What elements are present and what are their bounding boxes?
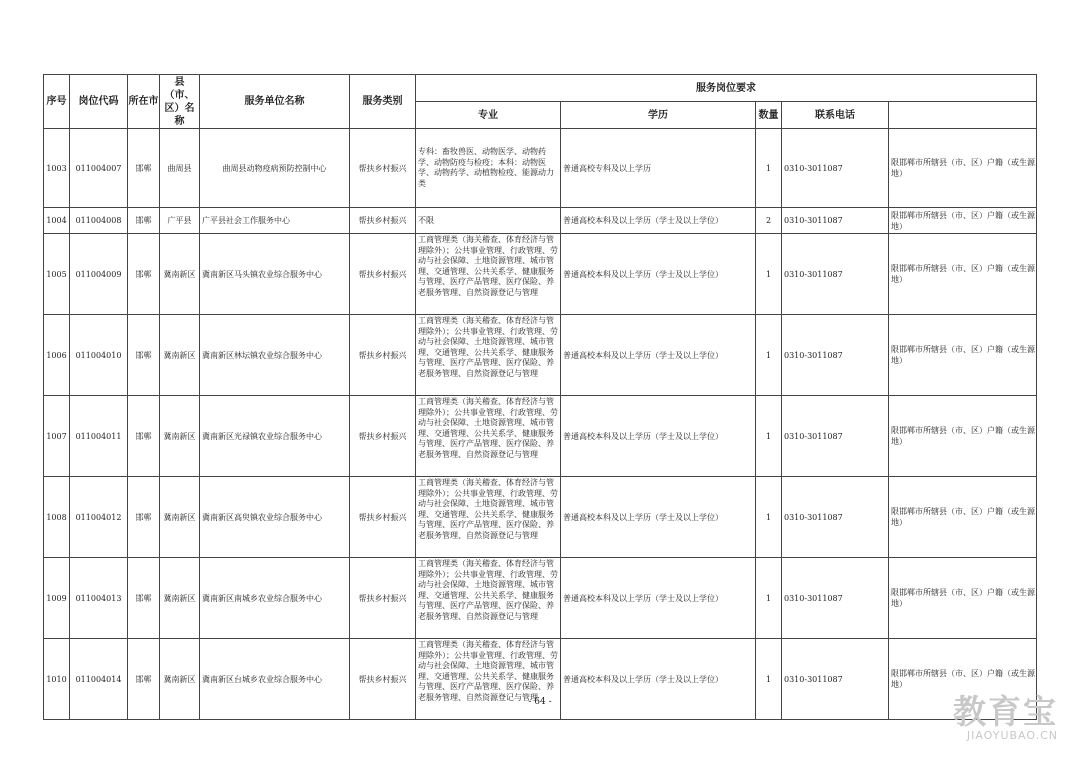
- cell-category: 帮扶乡村振兴: [350, 558, 416, 639]
- header-phone: 联系电话: [782, 102, 889, 129]
- cell-unit: 广平县社会工作服务中心: [200, 208, 350, 234]
- cell-count: 1: [756, 396, 782, 477]
- cell-education: 普通高校本科及以上学历（学士及以上学位）: [561, 558, 756, 639]
- cell-city: 邯郸: [128, 234, 160, 315]
- watermark-main-text: 教育宝: [953, 692, 1058, 731]
- cell-county: 冀南新区: [160, 315, 200, 396]
- major-text: 专科：畜牧兽医、动物医学、动物药学、动物防疫与检疫；本科：动物医学、动物药学、动植物检疫、能源动力类: [418, 147, 554, 188]
- cell-seq: 1008: [44, 477, 70, 558]
- watermark-logo: [918, 694, 1058, 746]
- cell-major: [416, 315, 561, 396]
- cell-unit: 冀南新区高臾镇农业综合服务中心: [200, 477, 350, 558]
- cell-code: 011004012: [70, 477, 128, 558]
- cell-category: 帮扶乡村振兴: [350, 315, 416, 396]
- table-row: [44, 639, 1037, 720]
- cell-seq: 1007: [44, 396, 70, 477]
- cell-major: [416, 558, 561, 639]
- cell-remark: 限邯郸市所辖县（市、区）户籍（或生源地）: [889, 208, 1037, 234]
- cell-remark: 限邯郸市所辖县（市、区）户籍（或生源地）: [889, 129, 1037, 208]
- cell-code: 011004010: [70, 315, 128, 396]
- cell-education: 普通高校专科及以上学历: [561, 129, 756, 208]
- cell-code: 011004007: [70, 129, 128, 208]
- cell-major: 不限: [416, 208, 561, 234]
- cell-phone: 0310-3011087: [782, 234, 889, 315]
- cell-county: 冀南新区: [160, 234, 200, 315]
- cell-category: 帮扶乡村振兴: [350, 234, 416, 315]
- cell-remark: 限邯郸市所辖县（市、区）户籍（或生源地）: [889, 234, 1037, 315]
- cell-category: 帮扶乡村振兴: [350, 208, 416, 234]
- cell-count: 1: [756, 315, 782, 396]
- header-county: 县（市、区）名称: [160, 75, 200, 129]
- page-number: - 64 -: [528, 697, 552, 707]
- cell-county: 冀南新区: [160, 477, 200, 558]
- cell-phone: 0310-3011087: [782, 558, 889, 639]
- table-row: [44, 396, 1037, 477]
- table-row: [44, 234, 1037, 315]
- cell-unit: 冀南新区马头镇农业综合服务中心: [200, 234, 350, 315]
- cell-education: 普通高校本科及以上学历（学士及以上学位）: [561, 208, 756, 234]
- header-unit: 服务单位名称: [200, 75, 350, 129]
- cell-city: 邯郸: [128, 558, 160, 639]
- cell-category: 帮扶乡村振兴: [350, 129, 416, 208]
- header-major: 专业: [416, 102, 561, 129]
- cell-count: 1: [756, 129, 782, 208]
- cell-county: 冀南新区: [160, 639, 200, 720]
- cell-education: 普通高校本科及以上学历（学士及以上学位）: [561, 234, 756, 315]
- cell-seq: 1006: [44, 315, 70, 396]
- cell-phone: 0310-3011087: [782, 396, 889, 477]
- cell-education: 普通高校本科及以上学历（学士及以上学位）: [561, 639, 756, 720]
- cell-unit: 冀南新区南城乡农业综合服务中心: [200, 558, 350, 639]
- cell-education: 普通高校本科及以上学历（学士及以上学位）: [561, 315, 756, 396]
- cell-remark: 限邯郸市所辖县（市、区）户籍（或生源地）: [889, 396, 1037, 477]
- cell-count: 2: [756, 208, 782, 234]
- header-count: 数量: [756, 102, 782, 129]
- cell-city: 邯郸: [128, 477, 160, 558]
- cell-category: 帮扶乡村振兴: [350, 396, 416, 477]
- cell-count: 1: [756, 477, 782, 558]
- cell-remark: 限邯郸市所辖县（市、区）户籍（或生源地）: [889, 639, 1037, 720]
- cell-phone: 0310-3011087: [782, 477, 889, 558]
- major-text: 工商管理类（海关稽查、体育经济与管理除外）；公共事业管理、行政管理、劳动与社会保障、土地资源管理、城市管理、交通管理、公共关系学、健康服务与管理、医疗产品管理、医疗保险、养老服务管理、自然资源登记与管理: [418, 397, 558, 459]
- cell-category: 帮扶乡村振兴: [350, 477, 416, 558]
- cell-seq: 1004: [44, 208, 70, 234]
- cell-code: 011004009: [70, 234, 128, 315]
- cell-count: 1: [756, 234, 782, 315]
- cell-seq: 1009: [44, 558, 70, 639]
- cell-seq: 1010: [44, 639, 70, 720]
- header-category: 服务类别: [350, 75, 416, 129]
- cell-phone: 0310-3011087: [782, 129, 889, 208]
- header-city: 所在市: [128, 75, 160, 129]
- cell-category: 帮扶乡村振兴: [350, 639, 416, 720]
- major-text: 工商管理类（海关稽查、体育经济与管理除外）；公共事业管理、行政管理、劳动与社会保障、土地资源管理、城市管理、交通管理、公共关系学、健康服务与管理、医疗产品管理、医疗保险、养老服务管理、自然资源登记与管理: [418, 316, 558, 378]
- cell-code: 011004014: [70, 639, 128, 720]
- cell-county: 冀南新区: [160, 558, 200, 639]
- cell-education: 普通高校本科及以上学历（学士及以上学位）: [561, 477, 756, 558]
- cell-major: [416, 129, 561, 208]
- cell-major: [416, 396, 561, 477]
- major-text: 工商管理类（海关稽查、体育经济与管理除外）；公共事业管理、行政管理、劳动与社会保障、土地资源管理、城市管理、交通管理、公共关系学、健康服务与管理、医疗产品管理、医疗保险、养老服务管理、自然资源登记与管理: [418, 235, 558, 297]
- header-code: 岗位代码: [70, 75, 128, 129]
- table-row: [44, 477, 1037, 558]
- cell-major: [416, 477, 561, 558]
- cell-code: 011004011: [70, 396, 128, 477]
- cell-city: 邯郸: [128, 208, 160, 234]
- cell-major: [416, 639, 561, 720]
- cell-major: [416, 234, 561, 315]
- cell-phone: 0310-3011087: [782, 315, 889, 396]
- cell-remark: 限邯郸市所辖县（市、区）户籍（或生源地）: [889, 558, 1037, 639]
- cell-remark: 限邯郸市所辖县（市、区）户籍（或生源地）: [889, 315, 1037, 396]
- cell-unit: 冀南新区台城乡农业综合服务中心: [200, 639, 350, 720]
- major-text: 工商管理类（海关稽查、体育经济与管理除外）；公共事业管理、行政管理、劳动与社会保障、土地资源管理、城市管理、交通管理、公共关系学、健康服务与管理、医疗产品管理、医疗保险、养老服务管理、自然资源登记与管理: [418, 478, 558, 540]
- cell-education: 普通高校本科及以上学历（学士及以上学位）: [561, 396, 756, 477]
- cell-county: 广平县: [160, 208, 200, 234]
- cell-city: 邯郸: [128, 396, 160, 477]
- cell-remark: 限邯郸市所辖县（市、区）户籍（或生源地）: [889, 477, 1037, 558]
- cell-county: 冀南新区: [160, 396, 200, 477]
- cell-count: 1: [756, 639, 782, 720]
- cell-unit: 冀南新区林坛镇农业综合服务中心: [200, 315, 350, 396]
- cell-code: 011004008: [70, 208, 128, 234]
- header-row-1: [44, 75, 1037, 102]
- cell-seq: 1005: [44, 234, 70, 315]
- cell-count: 1: [756, 558, 782, 639]
- cell-seq: 1003: [44, 129, 70, 208]
- header-education: 学历: [561, 102, 756, 129]
- cell-phone: 0310-3011087: [782, 208, 889, 234]
- major-text: 工商管理类（海关稽查、体育经济与管理除外）；公共事业管理、行政管理、劳动与社会保障、土地资源管理、城市管理、交通管理、公共关系学、健康服务与管理、医疗产品管理、医疗保险、养老服务管理、自然资源登记与管理: [418, 640, 558, 702]
- cell-city: 邯郸: [128, 129, 160, 208]
- cell-code: 011004013: [70, 558, 128, 639]
- cell-city: 邯郸: [128, 639, 160, 720]
- cell-unit: 冀南新区光禄镇农业综合服务中心: [200, 396, 350, 477]
- cell-city: 邯郸: [128, 315, 160, 396]
- table-row: [44, 129, 1037, 208]
- header-seq: 序号: [44, 75, 70, 129]
- cell-unit: 曲周县动物疫病预防控制中心: [200, 129, 350, 208]
- cell-county: 曲周县: [160, 129, 200, 208]
- positions-table: [43, 74, 1037, 720]
- watermark-sub-text: JIAOYUBAO.CN: [966, 729, 1058, 742]
- table-row: [44, 208, 1037, 234]
- table-row: [44, 315, 1037, 396]
- cell-phone: 0310-3011087: [782, 639, 889, 720]
- table-row: [44, 558, 1037, 639]
- major-text: 工商管理类（海关稽查、体育经济与管理除外）；公共事业管理、行政管理、劳动与社会保障、土地资源管理、城市管理、交通管理、公共关系学、健康服务与管理、医疗产品管理、医疗保险、养老服务管理、自然资源登记与管理: [418, 559, 558, 621]
- header-requirements: 服务岗位要求: [416, 75, 1037, 102]
